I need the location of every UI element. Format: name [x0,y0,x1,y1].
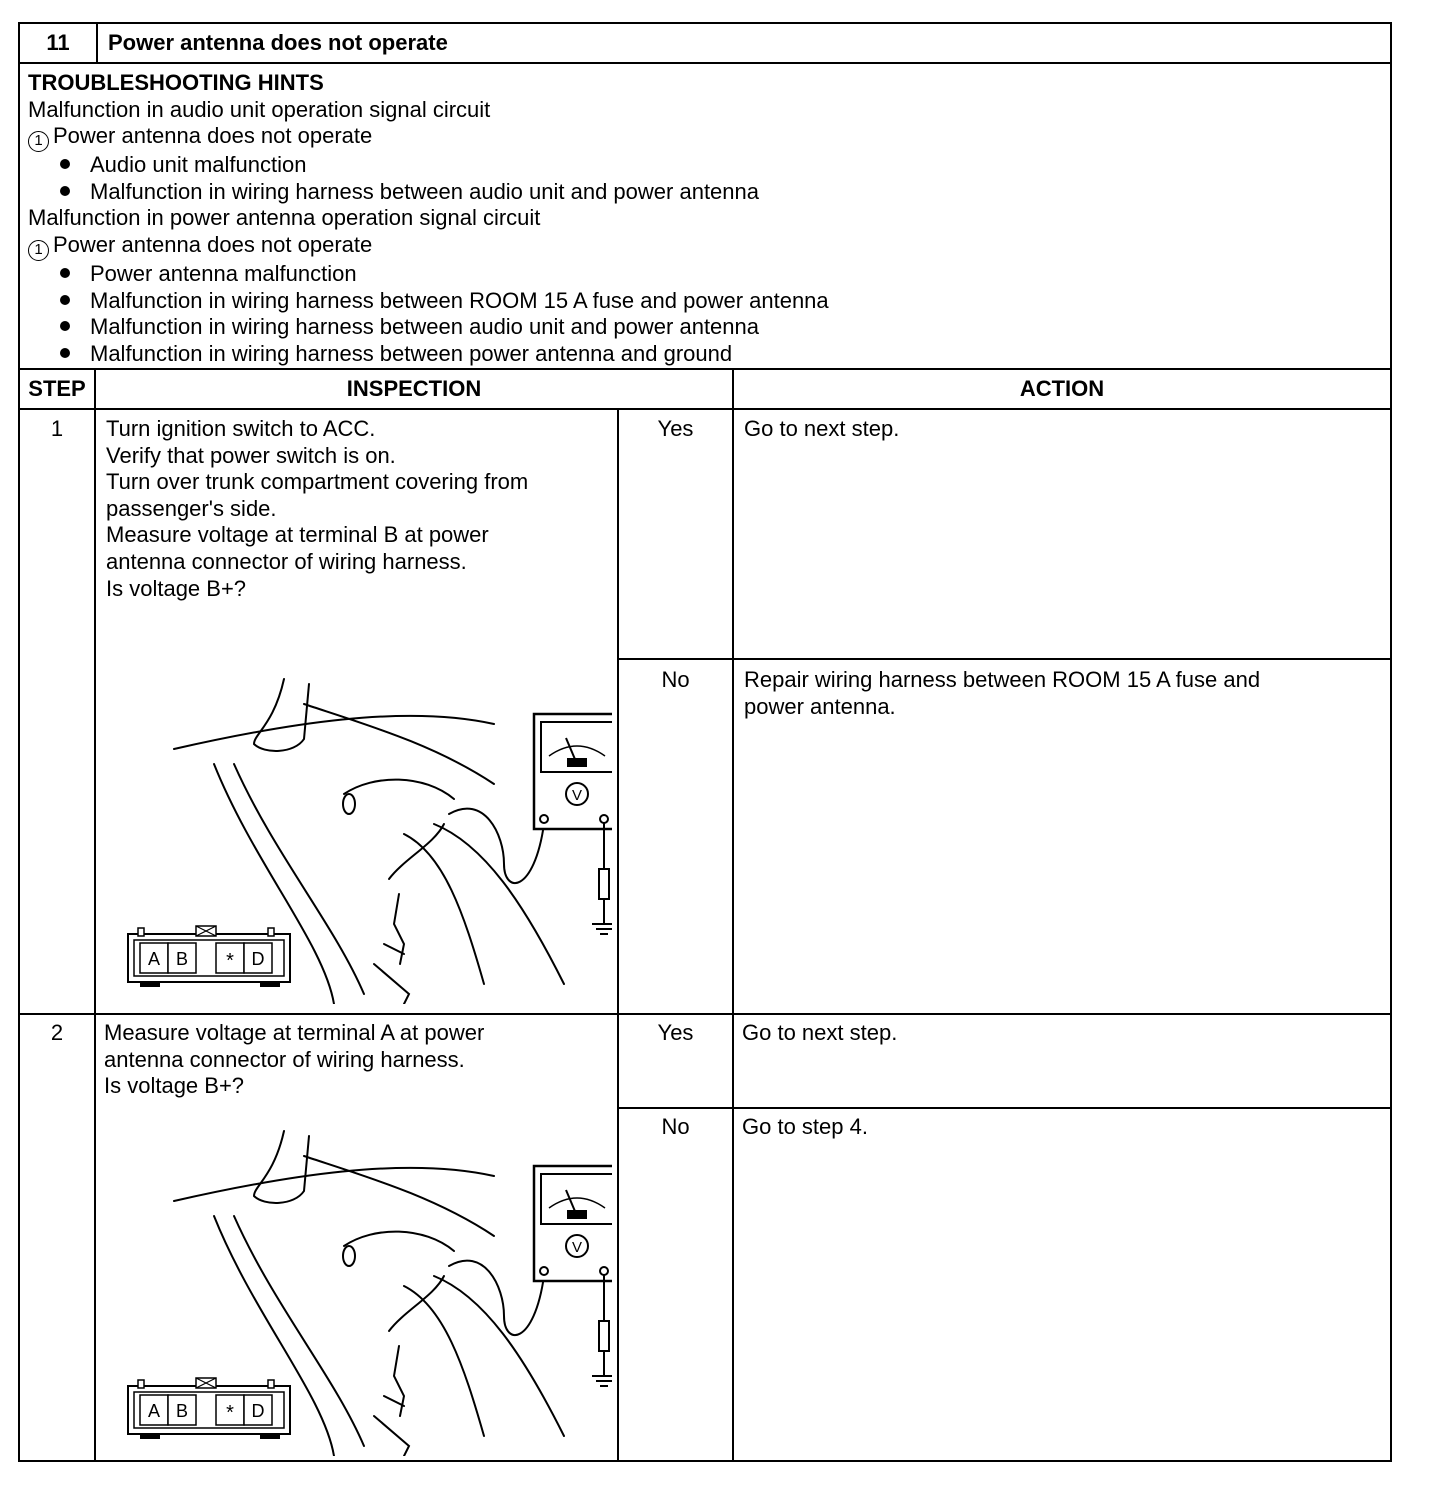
circled-number-icon: 1 [28,240,49,261]
procedure-header [20,24,1390,64]
column-header-inspection: INSPECTION [96,370,732,410]
column-divider [617,410,619,1462]
row-divider [617,1107,1390,1109]
trunk-hinge-outline [254,679,309,751]
hint-bullet: Power antenna malfunction [28,261,1390,288]
bullet-icon [60,186,70,196]
hint-heading: Malfunction in audio unit operation signal circuit [28,96,491,122]
procedure-number: 11 [20,24,98,62]
meter-unit: V [571,787,583,804]
voltmeter-icon [534,714,612,934]
column-header-action: ACTION [734,370,1390,410]
hint-symptom: 1 Power antenna does not operate [28,123,1390,152]
no-action: Repair wiring harness between ROOM 15 A fuse and power antenna. [744,667,1261,719]
no-action: Go to step 4. [742,1114,868,1139]
connector-pin-label: B [175,1401,189,1421]
column-header-step: STEP [20,370,94,410]
bullet-icon [60,295,70,305]
troubleshooting-sheet [18,22,1392,1462]
connector-pin-label: B [175,949,189,969]
hint-heading: Malfunction in power antenna operation signal circuit [28,205,541,231]
hint-bullet: Malfunction in wiring harness between ROOM 15 A fuse and power antenna [28,288,1390,315]
bullet-icon [60,268,70,278]
column-divider [94,370,96,1462]
no-label: No [661,667,690,692]
inspection-text: Measure voltage at terminal A at power antenna connector of wiring harness. Is voltage B+? [104,1020,485,1099]
step-number: 1 [50,416,64,441]
hint-bullet: Malfunction in wiring harness between power antenna and ground [28,341,1390,368]
connector-pin-label: D [251,949,265,969]
hints-title: TROUBLESHOOTING HINTS [28,70,324,95]
yes-label: Yes [657,416,694,441]
connector-pin-label: A [147,949,161,969]
voltage-measurement-diagram [104,664,612,1004]
connector-diagram [128,926,290,987]
connector-pin-label: * [226,1402,234,1424]
probe-lead [449,809,544,883]
inspection-text: Turn ignition switch to ACC. Verify that power switch is on. Turn over trunk compartment covering from passenger's side. Measure voltage at terminal B at power antenna connector of wiring harness. Is voltage B+? [106,416,529,601]
step-number: 2 [50,1020,64,1045]
row-divider [20,1013,1390,1015]
column-divider [732,370,734,1462]
trunk-hinge-outline [254,1131,309,1203]
connector-pin-label: * [226,950,234,972]
yes-action: Go to next step. [744,416,900,441]
hint-bullet: Malfunction in wiring harness between audio unit and power antenna [28,179,1390,206]
bullet-icon [60,348,70,358]
hint-bullet: Audio unit malfunction [28,152,1390,179]
voltmeter-icon [534,1166,612,1386]
connector-pin-label: D [251,1401,265,1421]
procedure-title: Power antenna does not operate [108,30,448,55]
yes-action: Go to next step. [742,1020,898,1045]
circled-number-icon: 1 [28,131,49,152]
meter-unit: V [571,1239,583,1256]
probe-lead [449,1261,544,1335]
no-label: No [661,1114,690,1139]
hint-symptom: 1 Power antenna does not operate [28,232,1390,261]
connector-diagram [128,1378,290,1439]
bullet-icon [60,321,70,331]
voltage-measurement-diagram [104,1116,612,1456]
bullet-icon [60,159,70,169]
connector-pin-label: A [147,1401,161,1421]
troubleshooting-hints [20,64,1390,370]
yes-label: Yes [657,1020,694,1045]
row-divider [617,658,1390,660]
hint-bullet: Malfunction in wiring harness between audio unit and power antenna [28,314,1390,341]
